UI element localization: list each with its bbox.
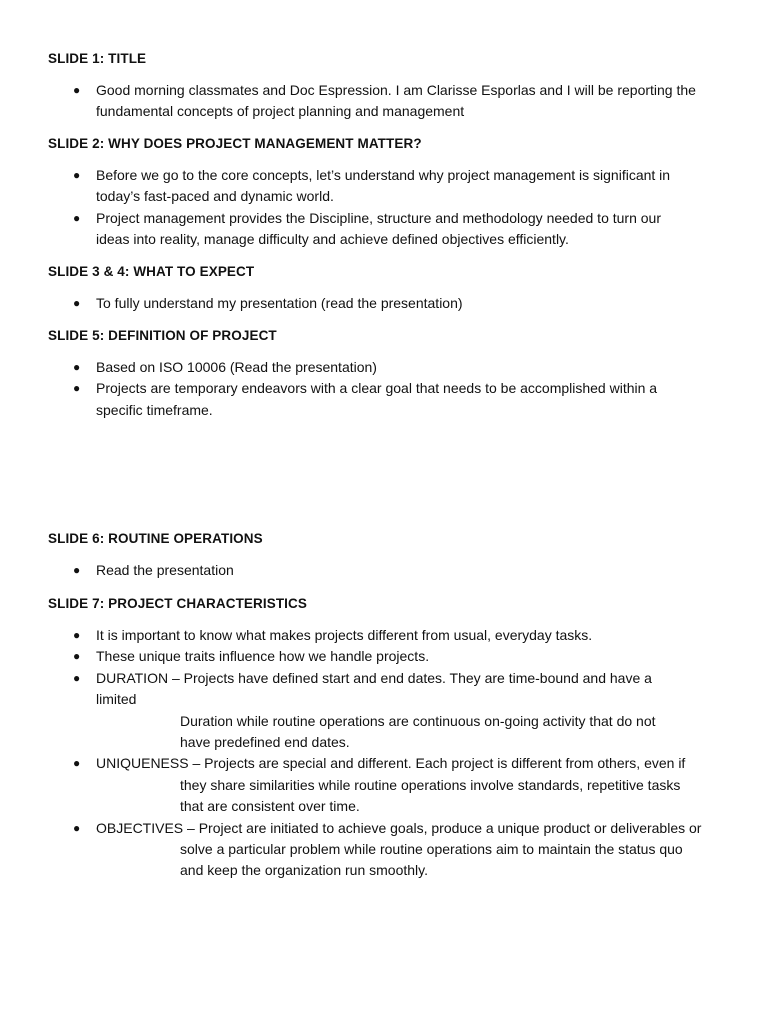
- bullet-text-line: limited: [96, 691, 137, 708]
- bullet-text-line: ideas into reality, manage difficulty and achieve defined objectives efficiently.: [96, 231, 569, 248]
- slide-heading: SLIDE 5: DEFINITION OF PROJECT: [48, 328, 277, 343]
- bullet-text-line: specific timeframe.: [96, 401, 213, 418]
- bullet-text-line: Based on ISO 10006 (Read the presentation): [96, 359, 377, 375]
- bullet-text-line: To fully understand my presentation (read the presentation): [96, 295, 463, 311]
- bullet-text-line: solve a particular problem while routine operations aim to maintain the status quo: [180, 841, 683, 857]
- bullet-text-line: OBJECTIVES – Project are initiated to achieve goals, produce a unique product or deliverables or: [96, 819, 702, 836]
- bullet-text-line: DURATION – Projects have defined start and end dates. They are time-bound and have a: [96, 669, 652, 686]
- bullet-text-line: that are consistent over time.: [180, 798, 360, 815]
- bullet-icon: ●: [73, 563, 81, 577]
- bullet-icon: ●: [73, 756, 81, 771]
- bullet-text-line: they share similarities while routine operations involve standards, repetitive tasks: [180, 776, 681, 793]
- bullet-text-line: It is important to know what makes projects different from usual, everyday tasks.: [96, 627, 593, 643]
- slide-heading: SLIDE 6: ROUTINE OPERATIONS: [48, 531, 263, 546]
- slide-heading: SLIDE 2: WHY DOES PROJECT MANAGEMENT MATTER?: [48, 136, 422, 151]
- bullet-icon: ●: [73, 360, 81, 374]
- slide-heading: SLIDE 7: PROJECT CHARACTERISTICS: [48, 596, 307, 611]
- bullet-icon: ●: [73, 210, 81, 225]
- bullet-text-line: Project management provides the Discipline, structure and methodology needed to turn our: [96, 209, 661, 226]
- bullet-text-line: Duration while routine operations are continuous on-going activity that do not: [180, 712, 656, 729]
- bullet-text-line: and keep the organization run smoothly.: [180, 862, 429, 879]
- bullet-text-line: Read the presentation: [96, 562, 234, 578]
- bullet-text-line: Before we go to the core concepts, let’s understand why project management is significant in: [96, 167, 671, 183]
- bullet-text-line: These unique traits influence how we handle projects.: [96, 648, 430, 665]
- bullet-icon: ●: [73, 628, 81, 642]
- slide-heading: SLIDE 1: TITLE: [48, 51, 147, 66]
- bullet-icon: ●: [73, 649, 81, 664]
- bullet-icon: ●: [73, 670, 81, 685]
- bullet-icon: ●: [73, 83, 81, 97]
- bullet-text-line: have predefined end dates.: [180, 734, 350, 750]
- bullet-icon: ●: [73, 381, 81, 396]
- bullet-text-line: fundamental concepts of project planning and management: [96, 103, 465, 120]
- bullet-text-line: today’s fast-paced and dynamic world.: [96, 188, 334, 205]
- bullet-icon: ●: [73, 168, 81, 182]
- bullet-text-line: UNIQUENESS – Projects are special and different. Each project is different from others, even if: [96, 755, 686, 772]
- bullet-icon: ●: [73, 820, 81, 835]
- bullet-icon: ●: [73, 296, 81, 310]
- slide-heading: SLIDE 3 & 4: WHAT TO EXPECT: [48, 264, 255, 279]
- bullet-text-line: Good morning classmates and Doc Espression. I am Clarisse Esporlas and I will be reporting the: [96, 82, 696, 98]
- bullet-text-line: Projects are temporary endeavors with a clear goal that needs to be accomplished within a: [96, 380, 658, 397]
